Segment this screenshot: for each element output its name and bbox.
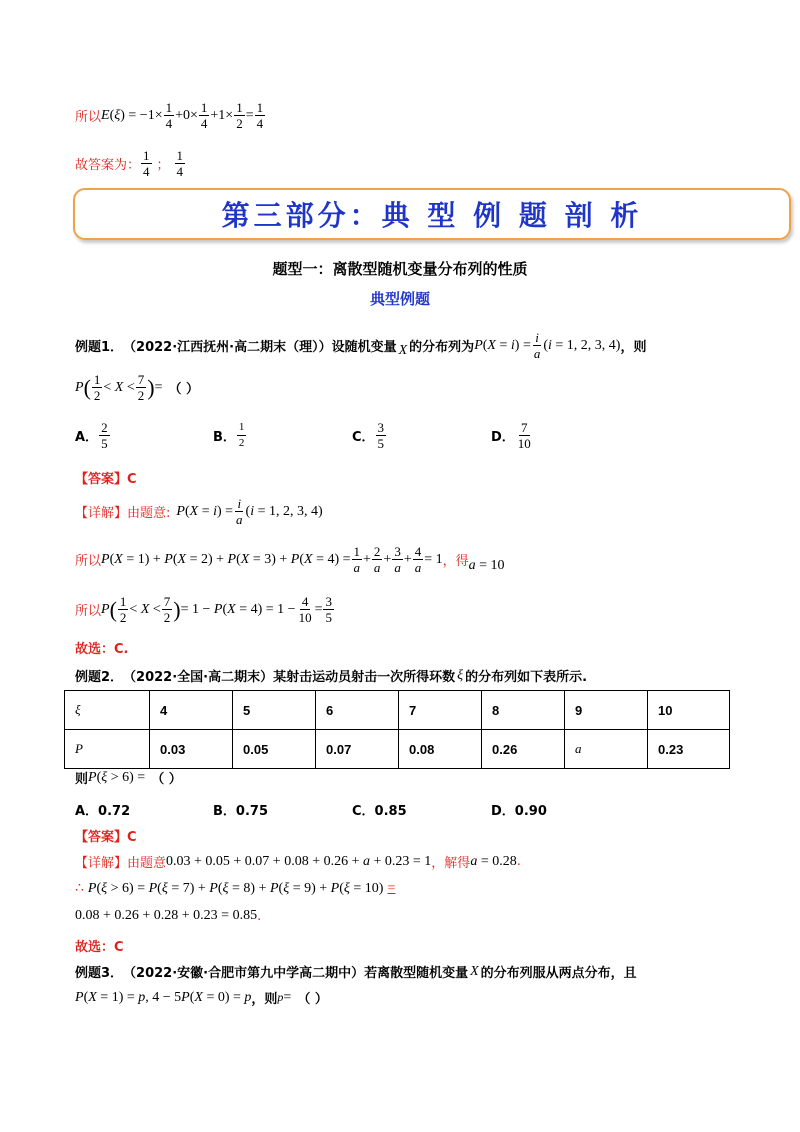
section-title: 题型一：离散型随机变量分布列的性质 (272, 260, 528, 278)
expectation-line: 所以 E(ξ) = −1× $\frac{1}{4}$ +0× $\frac{1}{4}$ +1× $\frac{1}{2}$ = $\frac{1}{4}$ (75, 100, 264, 131)
table-cell: a (565, 730, 648, 769)
table-cell: 0.05 (233, 730, 316, 769)
ex1-option-b[interactable]: B． $\frac{1}{2}$ (213, 421, 245, 449)
ex3-question: 例题3． （2022·安徽·合肥市第九中学高二期中）若离散型随机变量 X 的分布列服从两点分布，且 (75, 963, 637, 981)
banner-title: 第三部分：典 型 例 题 剖 析 (221, 199, 643, 232)
ex1-option-d[interactable]: D． $\frac{7}{10}$ (491, 420, 531, 451)
ex2-expression: 则 P(ξ > 6) = （ ） (75, 769, 182, 787)
ex1-option-a[interactable]: A． $\frac{2}{5}$ (75, 420, 108, 451)
ex2-answer: 【答案】C (75, 830, 137, 845)
table-cell: 6 (316, 691, 399, 730)
table-cell: 7 (399, 691, 482, 730)
ex2-result-line: 0.08 + 0.26 + 0.28 + 0.23 = 0.85 . (75, 908, 262, 924)
ex2-choose: 故选：C (75, 940, 124, 955)
table-cell: 0.03 (150, 730, 233, 769)
distribution-table (64, 690, 730, 769)
table-cell: 9 (565, 691, 648, 730)
ex1-sum-line: 所以 P(X = 1) + P(X = 2) + P(X = 3) + P(X = 4) = $\frac{1}{a}$ + $\frac{2}{a}$ + $\frac{3}{a}$ + $\frac{4}{a}$ = 1 ，得 a = 10 (75, 544, 505, 575)
ex1-choose: 故选：C. (75, 642, 129, 657)
ex2-option-c[interactable]: C．0.85 (352, 804, 407, 819)
table-cell: 8 (482, 691, 565, 730)
ex1-expression: P ( $\frac{1}{2}$ < X < $\frac{7}{2}$ ) = （ ） (75, 372, 200, 403)
table-cell: 10 (648, 691, 730, 730)
section-banner (73, 188, 791, 240)
table-row (65, 730, 730, 769)
ex1-question: 例题1． （2022·江西抚州·高二期末（理））设随机变量 X 的分布列为 P(X = i) = $\frac{i}{a}$ (i = 1, 2, 3, 4) ，则 (75, 330, 647, 361)
ex2-option-d[interactable]: D．0.90 (491, 804, 547, 819)
answer-line: 故答案为： $\frac{1}{4}$ ； $\frac{1}{4}$ (75, 148, 184, 179)
ex2-question: 例题2． （2022·全国·高二期末）某射击运动员射击一次所得环数 ξ 的分布列如下表所示. (75, 667, 588, 685)
ex2-option-b[interactable]: B．0.75 (213, 804, 268, 819)
ex1-result-line: 所以 P ( $\frac{1}{2}$ < X < $\frac{7}{2}$ ) = 1 − P(X = 4) = 1 − $\frac{4}{10}$ = $\frac{3}{5}$ (75, 594, 332, 625)
ex3-expression: P(X = 1) = p, 4 − 5P(X = 0) = p ，则 p = （ ） (75, 989, 328, 1007)
table-cell: 5 (233, 691, 316, 730)
ex2-option-a[interactable]: A．0.72 (75, 804, 131, 819)
table-cell: 0.26 (482, 730, 565, 769)
table-cell: 0.08 (399, 730, 482, 769)
ex1-detail: 【详解】由题意: P(X = i) = $\frac{i}{a}$ (i = 1, 2, 3, 4) (75, 496, 323, 527)
section-subtitle: 典型例题 (369, 290, 430, 308)
ex1-answer: 【答案】C (75, 472, 137, 487)
table-row (65, 691, 730, 730)
ex1-option-c[interactable]: C． $\frac{3}{5}$ (352, 420, 385, 451)
ex2-detail: 【详解】由题意 0.03 + 0.05 + 0.07 + 0.08 + 0.26 + a + 0.23 = 1 ，解得 a = 0.28 . (75, 853, 521, 871)
table-cell: 0.23 (648, 730, 730, 769)
table-cell: 4 (150, 691, 233, 730)
table-cell: P (65, 730, 150, 769)
table-cell: ξ (65, 691, 150, 730)
table-cell: 0.07 (316, 730, 399, 769)
ex2-sum-line: ∴ P(ξ > 6) = P(ξ = 7) + P(ξ = 8) + P(ξ = 9) + P(ξ = 10) = (75, 880, 396, 896)
